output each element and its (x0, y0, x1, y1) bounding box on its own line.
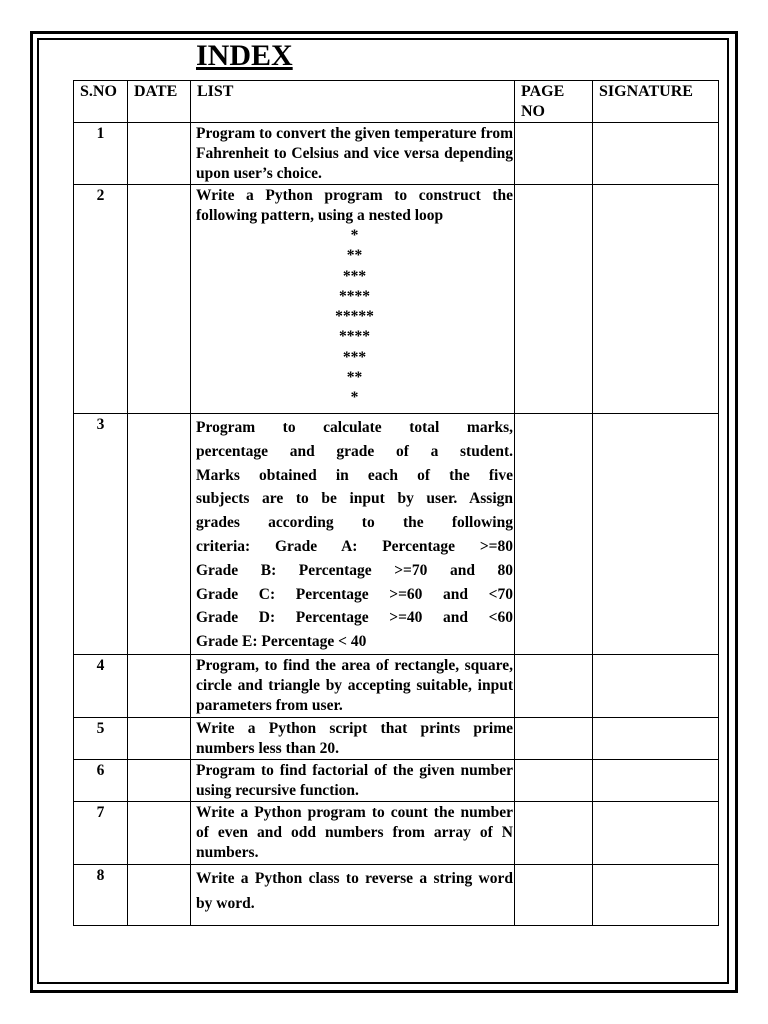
row-signature (593, 864, 719, 925)
row-description: Program to convert the given temperature from Fahrenheit to Celsius and vice versa depending upon user’s choice. (191, 123, 515, 185)
row-page-no (515, 717, 593, 759)
row-signature (593, 185, 719, 414)
row-description: Program, to find the area of rectangle, square, circle and triangle by accepting suitable, input parameters from user. (191, 654, 515, 717)
row-signature (593, 414, 719, 655)
page-title: INDEX (196, 39, 293, 72)
row-page-no (515, 864, 593, 925)
row-description: Write a Python program to count the number of even and odd numbers from array of N numbers. (191, 801, 515, 864)
row-date (128, 654, 191, 717)
description-line: Program to calculate total marks, (196, 419, 513, 436)
row-date (128, 123, 191, 185)
row-date (128, 759, 191, 801)
table-row (74, 801, 719, 864)
header-signature: SIGNATURE (593, 81, 719, 123)
row-page-no (515, 185, 593, 414)
row-signature (593, 717, 719, 759)
row-description: Write a Python class to reverse a string word by word. (191, 864, 515, 925)
pattern-line: *** (342, 348, 367, 366)
description-line: percentage and grade of a student. (196, 442, 513, 460)
description-line: subjects are to be input by user. Assign (196, 490, 513, 508)
pattern-line: * (350, 389, 359, 407)
table-row (74, 185, 719, 414)
row-sno: 3 (74, 414, 128, 655)
description-line: Grade B: Percentage >=70 and 80 (196, 561, 513, 579)
row-date (128, 864, 191, 925)
row-sno: 4 (74, 654, 128, 717)
header-page-no: PAGE NO (515, 81, 593, 123)
table-row (74, 123, 719, 185)
row-signature (593, 801, 719, 864)
row-page-no (515, 759, 593, 801)
row-description: Write a Python script that prints prime numbers less than 20. (191, 717, 515, 759)
row-description-text: Write a Python program to construct the following pattern, using a nested loop (196, 187, 513, 224)
row-page-no (515, 801, 593, 864)
pattern-line: *** (342, 267, 367, 285)
row-date (128, 801, 191, 864)
row-sno: 8 (74, 864, 128, 925)
row-signature (593, 654, 719, 717)
pattern-line: ***** (335, 308, 374, 326)
pattern-line: * (350, 227, 359, 244)
description-line: Grade C: Percentage >=60 and <70 (196, 585, 513, 603)
pattern-line: **** (339, 328, 370, 346)
table-row (74, 654, 719, 717)
pattern-line: ** (346, 369, 363, 387)
row-page-no (515, 414, 593, 655)
pattern-line: ** (346, 247, 363, 265)
row-date (128, 185, 191, 414)
table-row (74, 759, 719, 801)
description-line: Grade E: Percentage < 40 (196, 633, 367, 651)
row-date (128, 717, 191, 759)
row-signature (593, 759, 719, 801)
row-sno: 2 (74, 185, 128, 414)
header-sno: S.NO (74, 81, 128, 123)
row-signature (593, 123, 719, 185)
row-sno: 5 (74, 717, 128, 759)
row-description (191, 414, 515, 655)
description-line: Marks obtained in each of the five (196, 466, 513, 484)
table-row (74, 717, 719, 759)
table-row (74, 414, 719, 655)
row-page-no (515, 654, 593, 717)
index-table (73, 80, 719, 926)
row-sno: 6 (74, 759, 128, 801)
row-description (191, 185, 515, 414)
row-sno: 7 (74, 801, 128, 864)
table-row (74, 864, 719, 925)
row-page-no (515, 123, 593, 185)
star-pattern (196, 226, 513, 409)
header-list: LIST (191, 81, 515, 123)
description-line: grades according to the following (196, 514, 513, 532)
description-line: criteria: Grade A: Percentage >=80 (196, 537, 513, 555)
description-line: Grade D: Percentage >=40 and <60 (196, 609, 513, 627)
header-row (74, 81, 719, 123)
header-date: DATE (128, 81, 191, 123)
row-date (128, 414, 191, 655)
row-sno: 1 (74, 123, 128, 185)
pattern-line: **** (339, 287, 370, 305)
row-description: Program to find factorial of the given number using recursive function. (191, 759, 515, 801)
